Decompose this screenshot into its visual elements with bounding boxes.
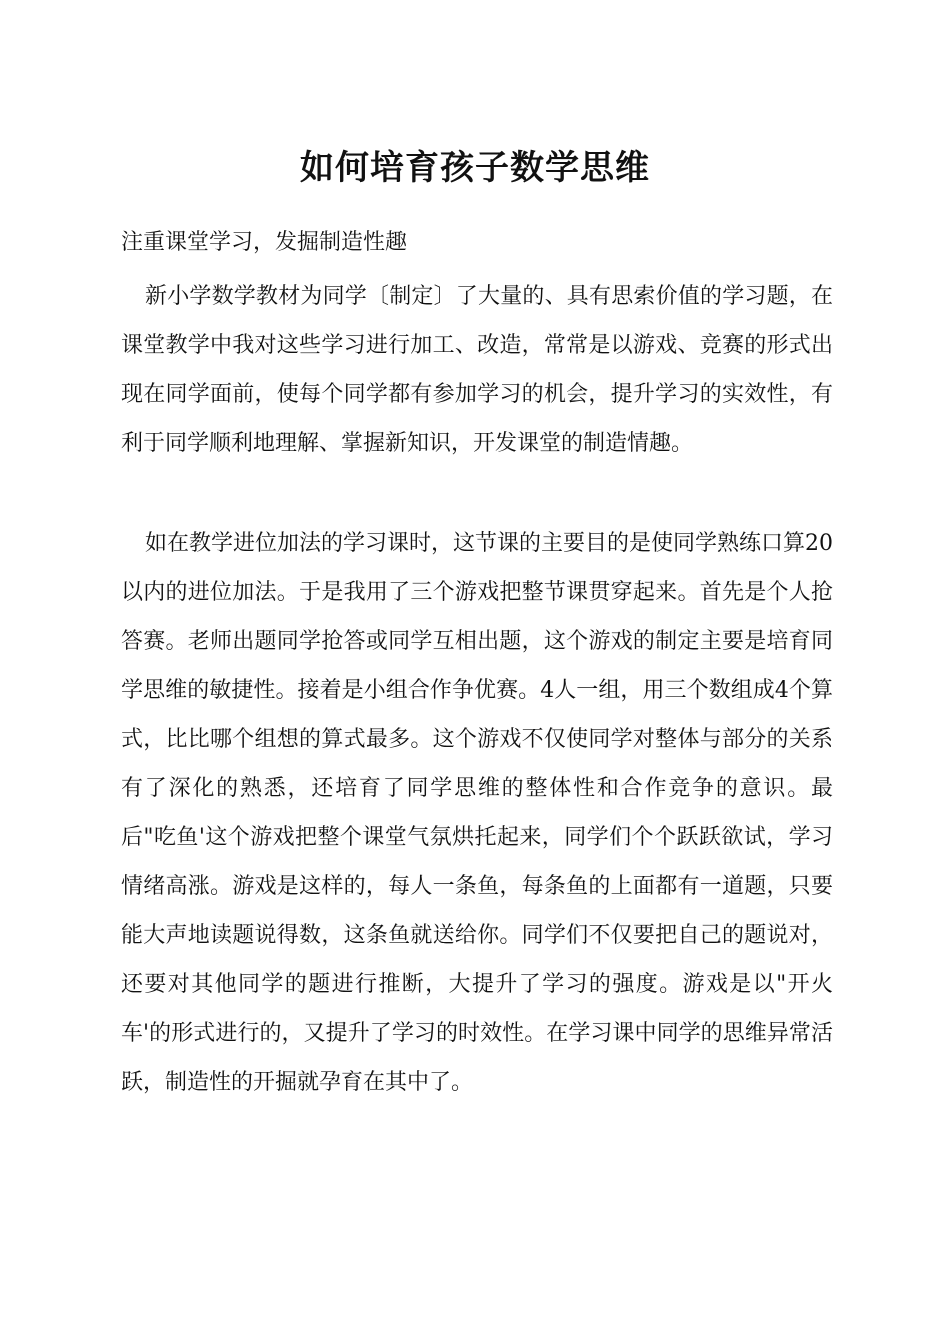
document-title: 如何培育孩子数学思维 — [300, 148, 650, 188]
body-paragraph-2: 如在教学进位加法的学习课时，这节课的主要目的是使同学熟练口算20以内的进位加法。于是我用了三个游戏把整节课贯穿起来。首先是个人抢答赛。老师出题同学抢答或同学互相出题，这个游戏的制定主要是培育同学思维的敏捷性。接着是小组合作争优赛。4人一组，用三个数组成4个算式，比比哪个组想的算式最多。这个游戏不仅使同学对整体与部分的关系有了深化的熟悉，还培育了同学思维的整体性和合作竞争的意识。最后"吃鱼'这个游戏把整个课堂气氛烘托起来，同学们个个跃跃欲试，学习情绪高涨。游戏是这样的，每人一条鱼，每条鱼的上面都有一道题，只要能大声地读题说得数，这条鱼就送给你。同学们不仅要把自己的题说对，还要对其他同学的题进行推断，大提升了学习的强度。游戏是以"开火车'的形式进行的，又提升了学习的时效性。在学习课中同学的思维异常活跃，制造性的开掘就孕育在其中了。 — [121, 531, 833, 1095]
body-paragraph-1: 新小学数学教材为同学〔制定〕了大量的、具有思索价值的学习题，在课堂教学中我对这些学习进行加工、改造，常常是以游戏、竞赛的形式出现在同学面前，使每个同学都有参加学习的机会，提升学习的实效性，有利于同学顺利地理解、掌握新知识，开发课堂的制造情趣。 — [121, 284, 833, 456]
section-heading: 注重课堂学习，发掘制造性趣 — [121, 230, 408, 255]
